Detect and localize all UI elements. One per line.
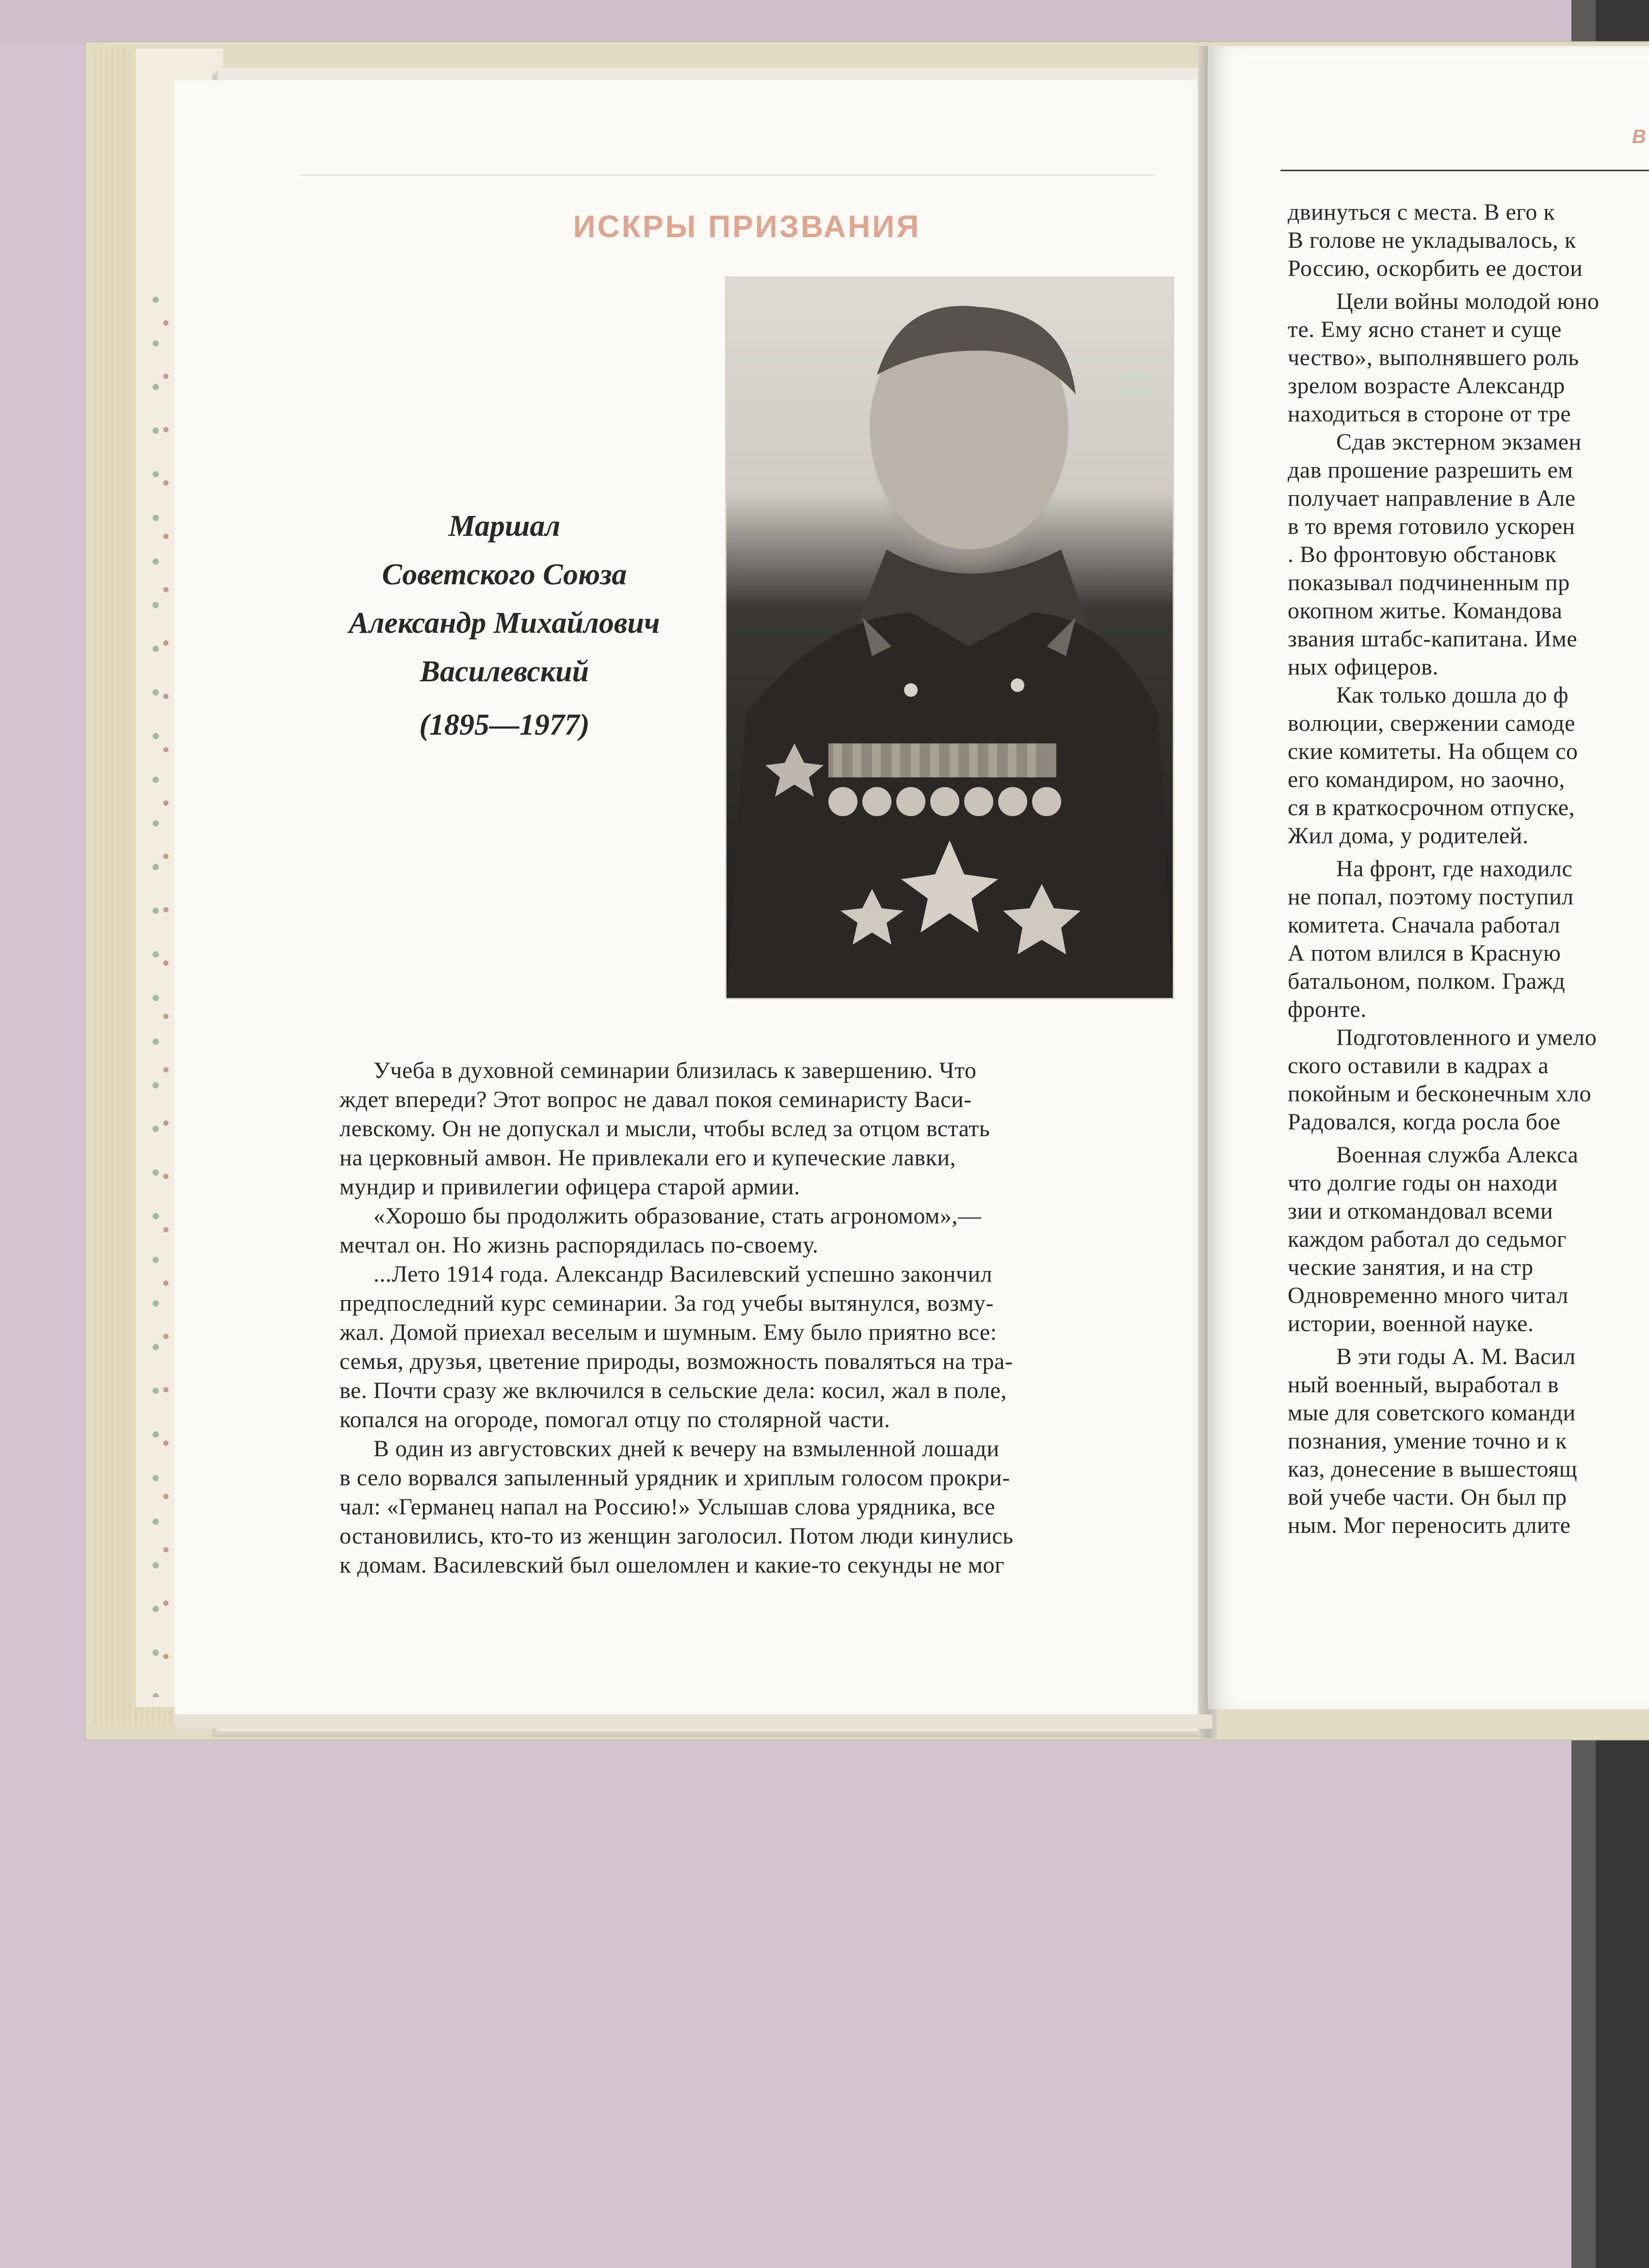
right-body-line: в то время готовило ускорен	[1288, 514, 1575, 539]
right-body-line: каз, донесение в вышестоящ	[1288, 1456, 1578, 1482]
right-body-line: ского оставили в кадрах а	[1288, 1053, 1549, 1078]
body-line: к домам. Василевский был ошеломлен и какие-то секунды не мог	[340, 1552, 1005, 1578]
right-body-line: Жил дома, у родителей.	[1288, 823, 1529, 849]
right-body-line: фронте.	[1288, 997, 1367, 1022]
right-body-line: вой учебе части. Он был пр	[1288, 1484, 1567, 1510]
body-line: мундир и привилегии офицера старой армии.	[340, 1174, 800, 1200]
right-body-line: комитета. Сначала работал	[1288, 912, 1561, 938]
right-body-line: двинуться с места. В его к	[1288, 199, 1555, 225]
right-body-line: покойным и бесконечным хло	[1288, 1081, 1591, 1107]
body-line: предпоследний курс семинарии. За год учебы вытянулся, возму-	[340, 1290, 994, 1316]
right-body-line: батальоном, полком. Гражд	[1288, 968, 1566, 994]
body-line: В один из августовских дней к вечеру на взмыленной лошади	[373, 1436, 1000, 1462]
body-line: мечтал он. Но жизнь распорядилась по-своему.	[340, 1232, 819, 1258]
portrait-silhouette-icon	[727, 278, 1173, 998]
body-line: жал. Домой приехал веселым и шумным. Ему было приятно все:	[340, 1319, 997, 1345]
right-body-line: звания штабс-капитана. Име	[1288, 626, 1578, 652]
right-body-line: ские комитеты. На общем со	[1288, 739, 1578, 764]
body-line: Учеба в духовной семинарии близилась к завершению. Что	[373, 1058, 977, 1083]
right-body-line: находиться в стороне от тре	[1288, 401, 1571, 427]
right-body-line: Подготовленного и умело	[1336, 1025, 1597, 1050]
right-body-line: Сдав экстерном экзамен	[1336, 429, 1582, 455]
right-body-line: Военная служба Алекса	[1336, 1142, 1579, 1168]
right-body-line: А потом влился в Красную	[1288, 940, 1561, 966]
right-body-line: истории, военной науке.	[1288, 1311, 1534, 1336]
right-body-line: На фронт, где находилс	[1336, 856, 1573, 882]
body-line: «Хорошо бы продолжить образование, стать агрономом»,—	[373, 1203, 982, 1229]
body-line: ве. Почти сразу же включился в сельские дела: косил, жал в поле,	[340, 1378, 1007, 1403]
right-body-line: Одновременно много читал	[1288, 1283, 1568, 1308]
right-body-line: Радовался, когда росла бое	[1288, 1109, 1561, 1135]
right-body-line: зрелом возрасте Александр	[1288, 373, 1565, 399]
right-body-line: каждом работал до седьмог	[1288, 1226, 1567, 1252]
body-line: чал: «Германец напал на Россию!» Услышав слова урядника, все	[340, 1494, 996, 1520]
right-body-line: показывал подчиненным пр	[1288, 570, 1570, 595]
caption-line-1: Маршал	[448, 510, 561, 543]
header-rule	[1280, 170, 1649, 171]
right-body-line: чество», выполнявшего роль	[1288, 345, 1579, 370]
caption-line-3: Александр Михайлович	[349, 607, 660, 640]
right-body-line: Россию, оскорбить ее достои	[1288, 256, 1583, 281]
body-line: левскому. Он не допускал и мысли, чтобы вслед за отцом встать	[340, 1116, 990, 1142]
caption-line-5: (1895—1977)	[419, 708, 590, 741]
show-through-rule	[301, 175, 1154, 176]
right-body-line: мые для советского команди	[1288, 1400, 1576, 1426]
right-body-line: ный военный, выработал в	[1288, 1372, 1559, 1398]
right-body-line: познания, умение точно и к	[1288, 1428, 1567, 1454]
body-line: ждет впереди? Этот вопрос не давал покоя семинаристу Васи-	[340, 1087, 972, 1112]
caption-line-4: Василевский	[420, 655, 589, 688]
portrait-photo	[725, 276, 1174, 999]
right-body-line: ческие занятия, и на стр	[1288, 1255, 1534, 1280]
right-body-line: его командиром, но заочно,	[1288, 767, 1565, 792]
chapter-title: ИСКРЫ ПРИЗВАНИЯ	[573, 209, 921, 244]
right-body-line: В голове не укладывалось, к	[1288, 227, 1576, 253]
right-body-line: не попал, поэтому поступил	[1288, 884, 1574, 910]
right-body-line: дав прошение разрешить ем	[1288, 457, 1573, 483]
right-body-line: волюции, свержении самоде	[1288, 710, 1575, 736]
right-body-line: зии и откомандовал всеми	[1288, 1198, 1553, 1224]
right-body-line: окопном житье. Командова	[1288, 598, 1563, 624]
body-line: в село ворвался запыленный урядник и хриплым голосом прокри-	[340, 1465, 1010, 1491]
body-line: остановились, кто-то из женщин заголосил. Потом люди кинулись	[340, 1523, 1014, 1549]
body-line: ...Лето 1914 года. Александр Василевский успешно закончил	[373, 1261, 993, 1287]
right-body-line: получает направление в Але	[1288, 485, 1576, 511]
right-body-line: ных офицеров.	[1288, 654, 1439, 680]
right-body-line: В эти годы А. М. Васил	[1336, 1344, 1576, 1369]
right-body-line: Цели войны молодой юно	[1336, 289, 1600, 314]
right-body-line: ся в краткосрочном отпуске,	[1288, 795, 1575, 820]
right-body-line: те. Ему ясно станет и суще	[1288, 317, 1562, 342]
body-line: семья, друзья, цветение природы, возможность поваляться на тра-	[340, 1349, 1013, 1374]
running-head: В	[1632, 126, 1646, 147]
page-bottom-edge	[175, 1714, 1212, 1729]
body-line: копался на огороде, помогал отцу по столярной части.	[340, 1407, 890, 1432]
body-line: на церковный амвон. Не привлекали его и купеческие лавки,	[340, 1145, 956, 1171]
right-body-line: ным. Мог переносить длите	[1288, 1512, 1571, 1538]
right-body-line: Как только дошла до ф	[1336, 682, 1569, 708]
right-body-line: . Во фронтовую обстановк	[1288, 542, 1557, 567]
caption-line-2: Советского Союза	[382, 558, 627, 591]
right-body-line: что долгие годы он находи	[1288, 1170, 1558, 1196]
scanner-background	[0, 0, 1649, 44]
